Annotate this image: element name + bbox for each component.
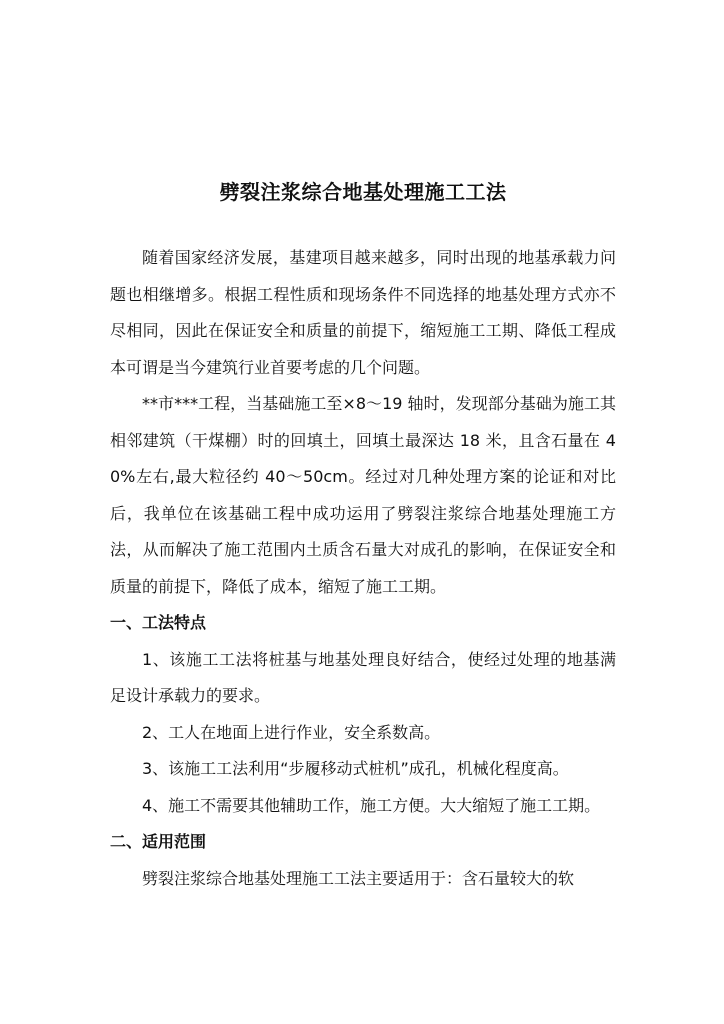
feature-item-3: 3、该施工工法利用“步履移动式桩机”成孔，机械化程度高。 [142,759,569,778]
section-heading-scope: 二、适用范围 [110,832,207,851]
scope-paragraph: 劈裂注浆综合地基处理施工工法主要适用于：含石量较大的软 [142,868,575,888]
intro-paragraph-2: **市***工程，当基础施工至×8～19 轴时，发现部分基础为施工其相邻建筑（干煤棚）时的回填土，回填土最深达 18 米，且含石量在 40%左右,最大粒径约 40～50cm。经过对几种处理方案的论证和对比后，我单位在该基础工程中成功运用了劈裂注浆综合地基处理施工方法，从而解决了施工范围内土质含石量大对成孔的影响，在保证安全和质量的前提下，降低了成本，缩短了施工工期。 [110,394,616,596]
feature-item-1: 1、该施工工法将桩基与地基处理良好结合，使经过处理的地基满足设计承载力的要求。 [110,649,616,705]
document-title: 劈裂注浆综合地基处理施工工法 [219,180,507,204]
feature-item-4: 4、施工不需要其他辅助工作，施工方便。大大缩短了施工工期。 [142,795,601,815]
feature-item-2: 2、工人在地面上进行作业，安全系数高。 [142,722,441,742]
section-heading-features: 一、工法特点 [110,613,207,632]
document-page [110,174,616,897]
intro-paragraph-1: 随着国家经济发展，基建项目越来越多，同时出现的地基承载力问题也相继增多。根据工程性质和现场条件不同选择的地基处理方式亦不尽相同，因此在保证安全和质量的前提下，缩短施工工期、降低工程成本可谓是当今建筑行业首要考虑的几个问题。 [110,248,616,377]
